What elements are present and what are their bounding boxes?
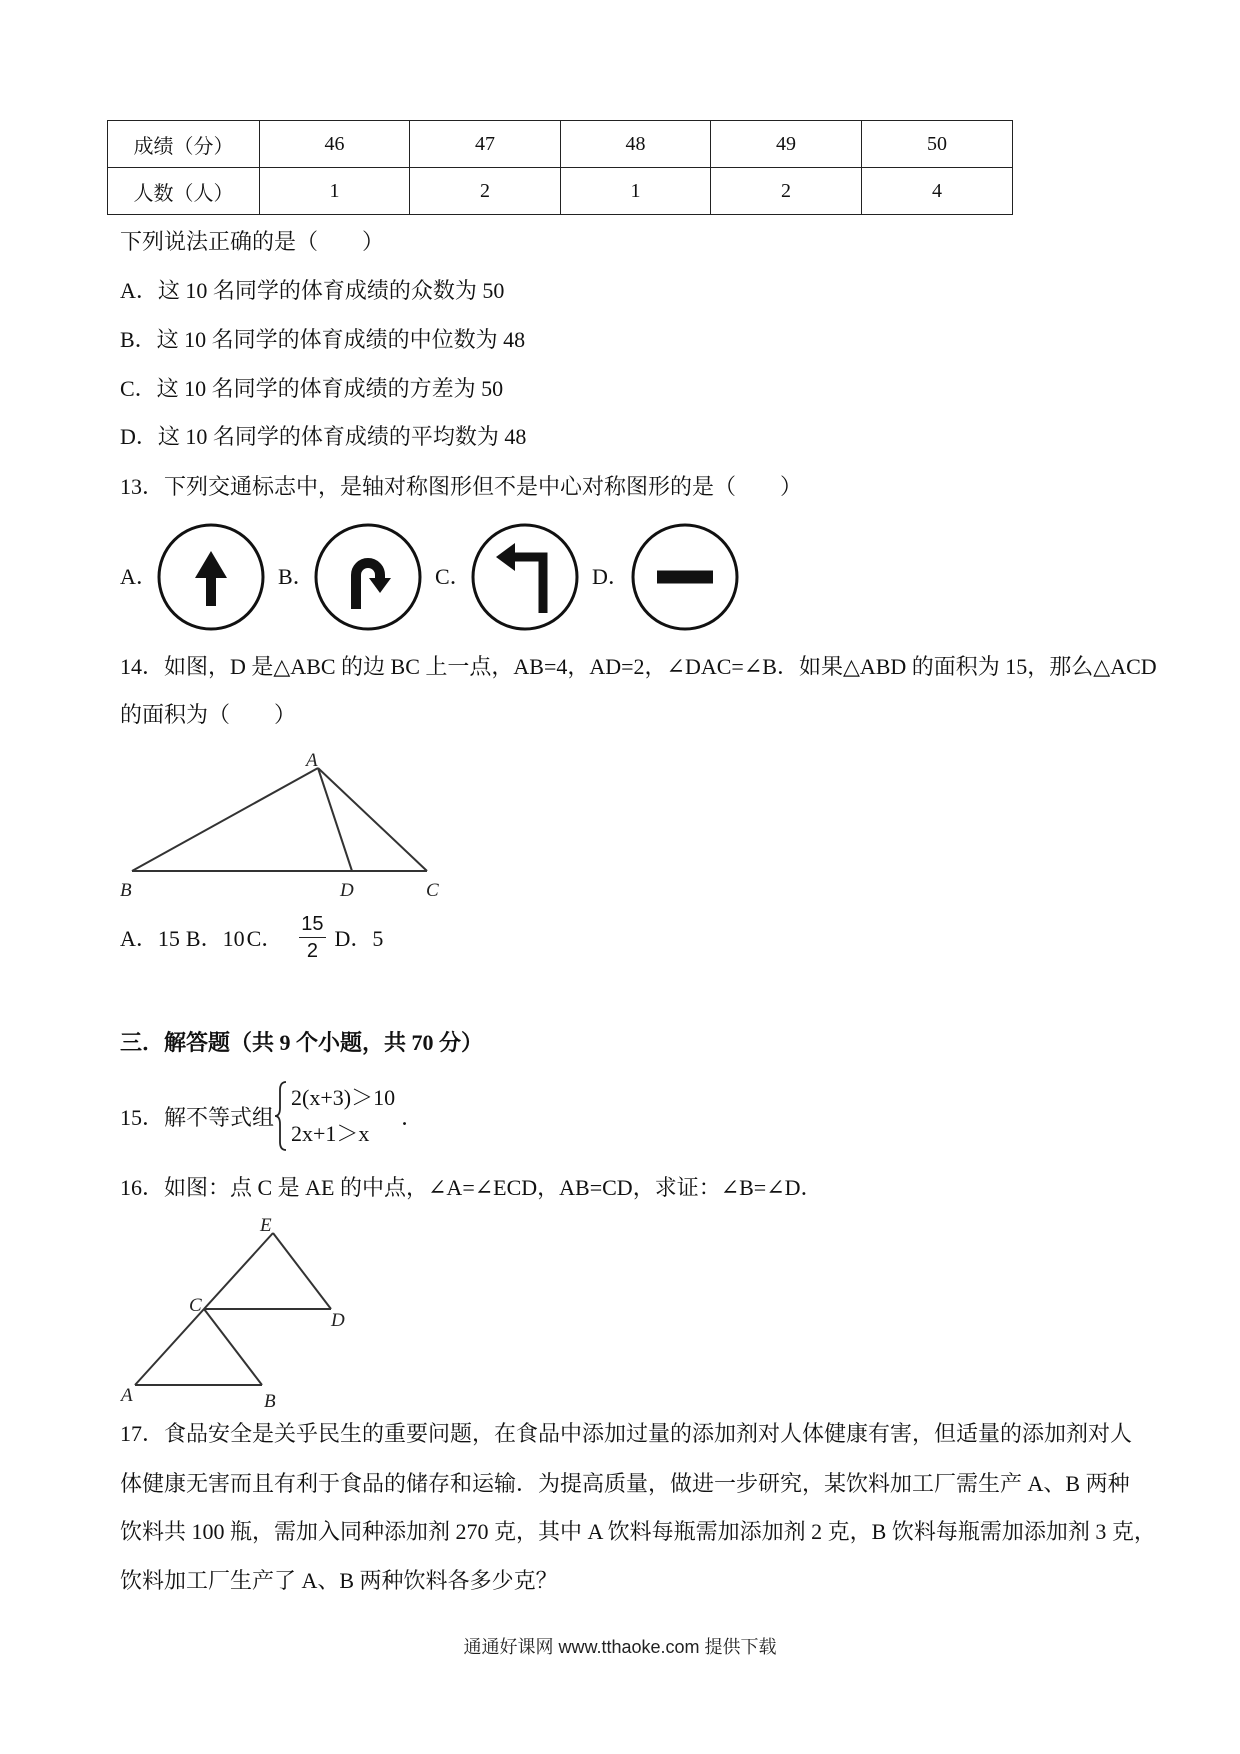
q16-label-b: B	[264, 1391, 276, 1412]
table-cell: 1	[260, 168, 410, 215]
q14-stem-line-2: 的面积为（ ）	[120, 702, 297, 727]
q13-stem: 13．下列交通标志中，是轴对称图形但不是中心对称图形的是（ ）	[120, 474, 803, 499]
inequality-2: 2x+1＞x	[291, 1121, 370, 1146]
q16-label-a: A	[121, 1385, 133, 1406]
table-cell: 48	[561, 121, 711, 168]
table-row-scores	[108, 121, 1013, 168]
fraction-numerator: 15	[299, 912, 325, 938]
q15-end-mark: ．	[401, 1104, 424, 1130]
q14-stem-line-1: 14．如图，D 是△ABC 的边 BC 上一点，AB=4，AD=2，∠DAC=∠B．如果△ABD 的面积为 15，那么△ACD	[120, 654, 1157, 679]
table-row-label: 人数（人）	[108, 168, 260, 215]
segment-ba	[132, 768, 318, 871]
q14-label-c: C	[426, 880, 439, 901]
q12-option-b: B．这 10 名同学的体育成绩的中位数为 48	[120, 327, 526, 352]
q14-answer-b: B．10	[185, 925, 245, 951]
q16-label-e: E	[260, 1215, 272, 1236]
table-row-label: 成绩（分）	[108, 121, 260, 168]
q16-stem: 16．如图：点 C 是 AE 的中点，∠A=∠ECD，AB=CD，求证：∠B=∠D．	[120, 1175, 823, 1200]
q16-label-c: C	[189, 1295, 202, 1316]
inequality-system	[291, 1080, 401, 1152]
left-turn-icon	[469, 521, 581, 633]
table-cell: 4	[862, 168, 1013, 215]
segment-cb	[204, 1309, 262, 1385]
section-heading: 三．解答题（共 9 个小题，共 70 分）	[120, 1030, 484, 1055]
q16-label-d: D	[331, 1310, 345, 1331]
table-row-counts	[108, 168, 1013, 215]
q17-line-3: 饮料共 100 瓶，需加入同种添加剂 270 克，其中 A 饮料每瓶需加添加剂 2 克，B 饮料每瓶需加添加剂 3 克，	[120, 1519, 1156, 1544]
q16-triangles-figure	[110, 1215, 350, 1415]
q13-choice-a-label: A．	[120, 564, 158, 589]
table-cell: 1	[561, 168, 711, 215]
table-cell: 2	[711, 168, 862, 215]
q12-option-c: C．这 10 名同学的体育成绩的方差为 50	[120, 376, 504, 401]
q14-label-d: D	[340, 880, 354, 901]
u-turn-icon	[312, 521, 424, 633]
fraction-denominator: 2	[306, 939, 318, 962]
table-cell: 2	[410, 168, 561, 215]
table-cell: 46	[260, 121, 410, 168]
q12-option-d: D．这 10 名同学的体育成绩的平均数为 48	[120, 424, 527, 449]
q14-answer-c: C．	[246, 925, 284, 951]
q15-row	[120, 1080, 423, 1152]
q12-option-a: A．这 10 名同学的体育成绩的众数为 50	[120, 278, 505, 303]
q14-answer-c-fraction	[299, 912, 325, 963]
horizontal-bar-icon	[629, 521, 741, 633]
q17-line-1: 17．食品安全是关乎民生的重要问题，在食品中添加过量的添加剂对人体健康有害，但适量的添加剂对人	[120, 1421, 1133, 1446]
q13-choice-d-label: D．	[592, 564, 630, 589]
page-footer: 通通好课网 www.tthaoke.com 提供下载	[463, 1637, 777, 1657]
q14-triangle-figure	[110, 740, 460, 910]
inequality-1: 2(x+3)＞10	[291, 1085, 396, 1110]
q17-line-2: 体健康无害而且有利于食品的储存和运输．为提高质量，做进一步研究，某饮料加工厂需生产 A、B 两种	[120, 1471, 1130, 1496]
up-arrow-icon	[155, 521, 267, 633]
score-table	[107, 120, 1013, 215]
q13-choice-b-label: B．	[278, 564, 315, 589]
q14-label-a: A	[306, 750, 318, 771]
q12-prompt: 下列说法正确的是（ ）	[120, 229, 385, 254]
table-cell: 49	[711, 121, 862, 168]
segment-ed	[273, 1233, 331, 1309]
q14-answer-options	[120, 910, 383, 964]
table-cell: 47	[410, 121, 561, 168]
q14-answer-d: D．5	[334, 925, 384, 951]
q14-label-b: B	[120, 880, 132, 901]
left-brace-icon	[274, 1080, 288, 1152]
q14-answer-a: A．15	[120, 925, 180, 951]
q17-line-4: 饮料加工厂生产了 A、B 两种饮料各多少克？	[120, 1568, 558, 1593]
q13-choice-c-label: C．	[435, 564, 472, 589]
table-cell: 50	[862, 121, 1013, 168]
q15-stem: 15．解不等式组	[120, 1104, 275, 1130]
